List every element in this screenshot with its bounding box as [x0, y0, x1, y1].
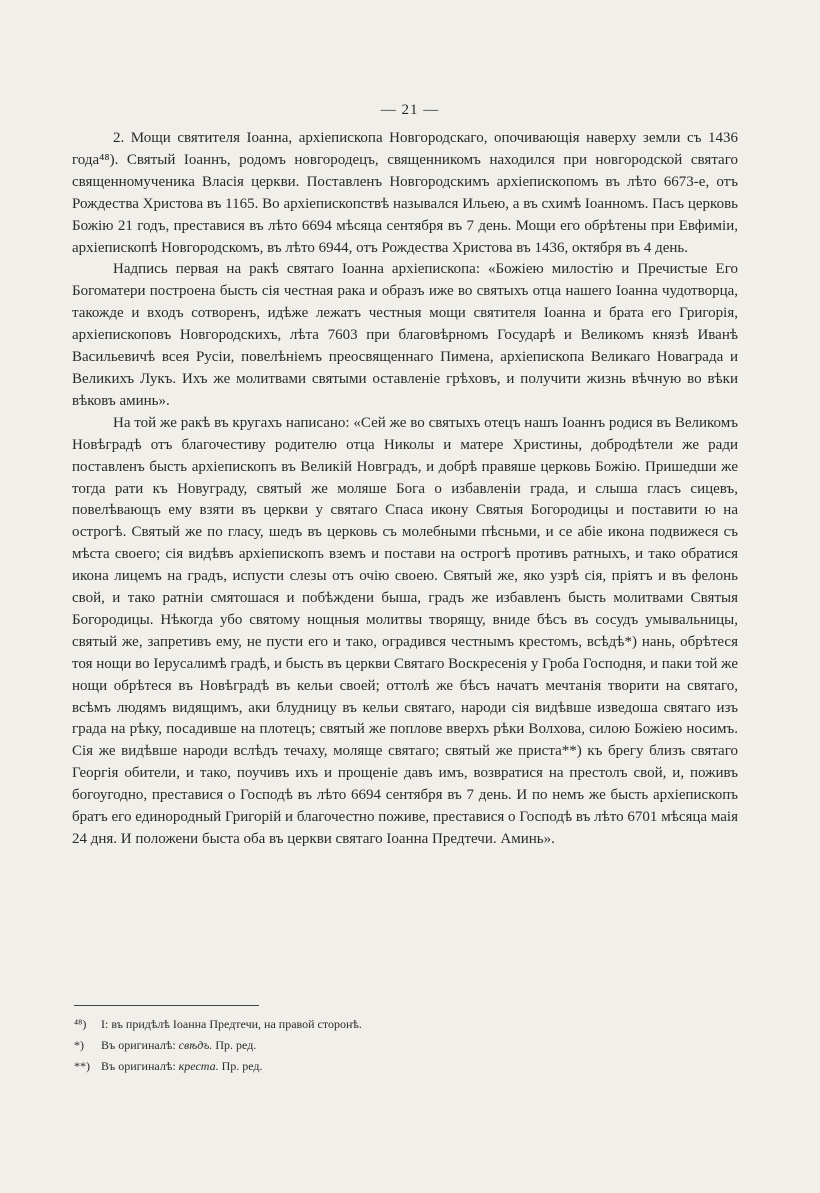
- paragraph: 2. Мощи святителя Іоанна, архіепископа Новгородскаго, опочивающія наверху земли съ 1436 года⁴⁸). Святый Іоаннъ, родомъ новгородецъ, священникомъ находился при новгородской святаго священномученика Власія церкви. Поставленъ Новгородскимъ архіепископомъ въ лѣто 6673-е, отъ Рождества Христова въ 1165. Во архіепископствѣ назывался Ильею, а въ схимѣ Іоанномъ. Пасъ церковь Божію 21 годъ, преставися въ лѣто 6694 мѣсяца сентября въ 7 день. Мощи его обрѣтены при Евфиміи, архіепископѣ Новгородскомъ, въ лѣто 6944, отъ Рождества Христова въ 1436, октября въ 4 день.: [72, 130, 738, 256]
- footnote-emphasis: креста.: [178, 1059, 219, 1073]
- footnote-mark: **): [74, 1059, 90, 1073]
- footnote-text: Въ оригиналѣ:: [101, 1038, 179, 1052]
- footnote: [74, 1056, 674, 1077]
- footnote-mark: *): [74, 1038, 84, 1052]
- paragraph: На той же ракѣ въ кругахъ написано: «Сей же во святыхъ отецъ нашъ Іоаннъ родися въ Великомъ Новѣградѣ отъ благочестиву родителю отца Николы и матере Христины, добродѣтели же ради поставленъ бысть архіепископъ въ Великій Новградъ, и добрѣ правяше церковь Божію. Пришедши же тогда рати къ Новуграду, святый же моляше Бога о избавленіи града, и слыша гласъ сицевъ, повелѣвающъ ему взяти въ церкви у святаго Спаса икону Святыя Богородицы и поставити ю на острогѣ. Святый же по гласу, шедъ въ церковь съ молебными пѣсньми, и се абіе икона подвижеся съ мѣста своего; сія видѣвъ архіепископъ вземъ и постави на острогѣ противъ ратныхъ, и тако обратися икона лицемъ на градъ, испусти слезы отъ очію своею. Святый же, яко узрѣ сія, пріятъ и въ фелонь свой, и тако ратніи смятошася и побѣждени быша, градъ же избавленъ бысть молитвами Святыя Богородицы. Нѣкогда убо святому нощныя молитвы творящу, вниде бѣсъ въ сосудъ умывальницы, святый же, запретивъ ему, не пусти его и тако, оградився честнымъ крестомъ, всѣдѣ*) нань, обрѣтеся тоя нощи во Іерусалимѣ градѣ, и бысть въ церкви Святаго Воскресенія у Гроба Господня, и паки той же нощи обрѣтеся въ Новѣградѣ въ кельи своей; оттолѣ же бѣсъ начатъ мечтанія творити на святаго, всѣмъ людямъ видящимъ, аки блудницу въ кельи святаго, народи сія видѣвше изведоша святаго изъ града на рѣку, посадивше на плотецъ; святый же поплове вверхъ рѣки Волхова, силою Божіею носимъ. Сія же видѣвше народи вслѣдъ течаху, моляще святаго; святый же приста**) къ брегу близъ святаго Георгія обители, и тако, поучивъ ихъ и прощеніе давъ имъ, возвратися на престолъ свой, и, поживъ богоугодно, преставися о Господѣ въ лѣто 6694 сентября въ 7 день. И по немъ же бысть архіепископъ братъ его единородный Григорій и благочестно поживе, преставися о Господѣ въ лѣто 6701 мѣсяца маія 24 дня. И положени быста оба въ церкви святаго Іоанна Предтечи. Аминь».: [72, 414, 738, 847]
- footnote-mark: ⁴⁸): [74, 1017, 87, 1031]
- footnote-suffix: Пр. ред.: [212, 1038, 257, 1052]
- paragraph: Надпись первая на ракѣ святаго Іоанна архіепископа: «Божіею милостію и Пречистые Его Богоматери построена бысть сія честная рака и образъ иже во святыхъ отца нашего Іоанна чудотворца, такожде и входъ сотворенъ, идѣже лежатъ честныя мощи святителя Іоанна и брата его Григорія, архіепископовъ Новгородскихъ, лѣта 7603 при благовѣрномъ Государѣ и Великомъ князѣ Иванѣ Васильевичѣ всея Русіи, повелѣніемъ преосвященнаго Пимена, архіепископа Великаго Новаграда и Великихъ Лукъ. Ихъ же молитвами святыми оставленіе грѣховъ, и получити жизнь вѣчную во вѣки вѣковъ аминь».: [72, 261, 738, 409]
- footnote-emphasis: свѣдъ.: [178, 1038, 213, 1052]
- page-number: — 21 —: [380, 102, 440, 118]
- footnote-text: I: въ придѣлѣ Іоанна Предтечи, на правой сторонѣ.: [101, 1017, 362, 1031]
- footnote-separator: [74, 1005, 259, 1006]
- footnote-suffix: Пр. ред.: [218, 1059, 263, 1073]
- footnote-text: Въ оригиналѣ:: [101, 1059, 179, 1073]
- footnote: [74, 1035, 674, 1056]
- footnote: [74, 1014, 674, 1035]
- footnotes: [74, 1014, 674, 1077]
- body-text: [72, 128, 738, 851]
